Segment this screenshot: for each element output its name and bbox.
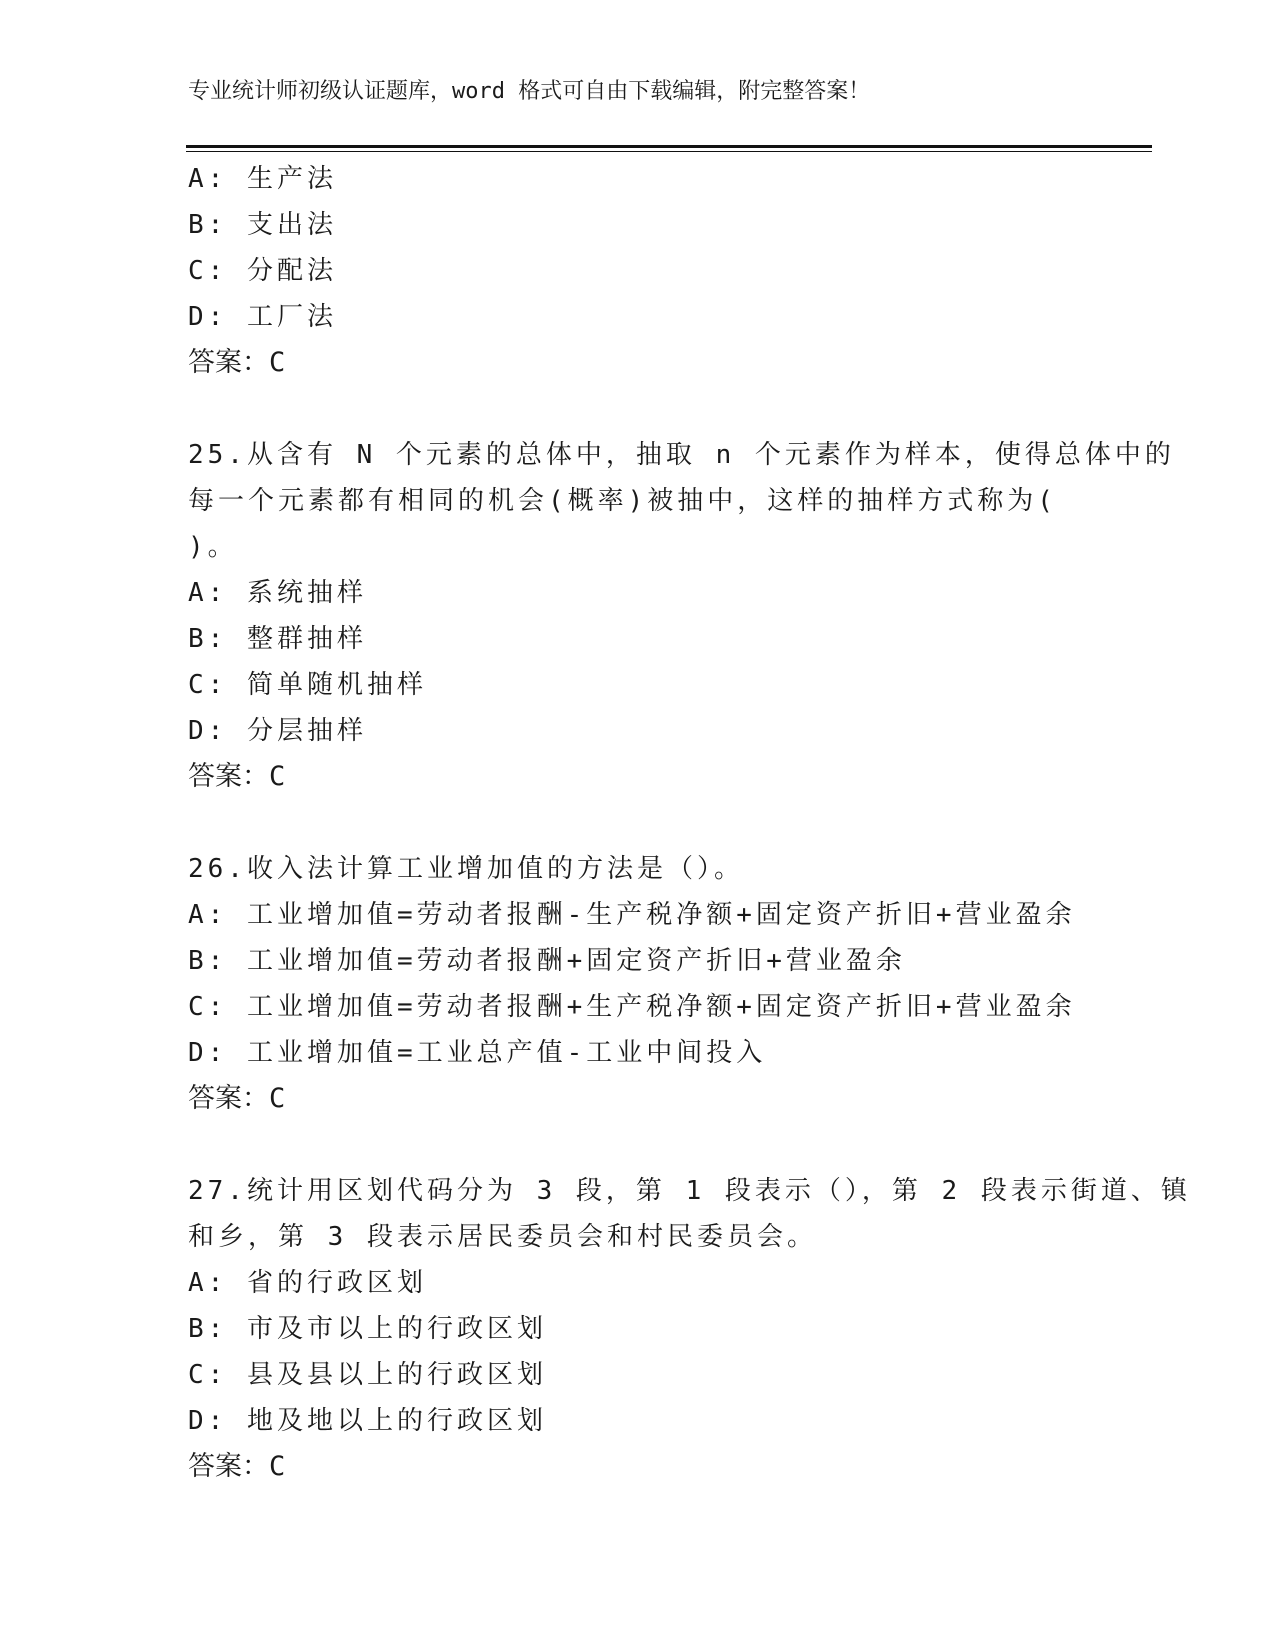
option-d: D: 工厂法 — [188, 302, 337, 332]
option-c: C: 简单随机抽样 — [188, 670, 427, 700]
question-25 — [188, 432, 1175, 800]
header-rule-thick — [186, 145, 1152, 148]
question-text: )。 — [188, 532, 238, 562]
option-d: D: 分层抽样 — [188, 716, 367, 746]
question-26 — [188, 846, 1088, 1122]
option-c: C: 分配法 — [188, 256, 337, 286]
option-b: B: 工业增加值=劳动者报酬+固定资产折旧+营业盈余 — [188, 946, 906, 976]
option-a: A: 省的行政区划 — [188, 1268, 427, 1298]
prev-question — [188, 156, 1088, 386]
question-content — [188, 156, 1191, 1490]
option-b: B: 支出法 — [188, 210, 337, 240]
option-c: C: 工业增加值=劳动者报酬+生产税净额+固定资产折旧+营业盈余 — [188, 992, 1076, 1022]
option-a: A: 工业增加值=劳动者报酬-生产税净额+固定资产折旧+营业盈余 — [188, 900, 1076, 930]
question-text: 和乡，第 3 段表示居民委员会和村民委员会。 — [188, 1222, 817, 1252]
page-header: 专业统计师初级认证题库，word 格式可自由下载编辑，附完整答案！ — [188, 79, 871, 104]
question-27 — [188, 1168, 1191, 1490]
option-a: A: 系统抽样 — [188, 578, 367, 608]
answer: 答案：C — [188, 347, 286, 378]
question-text: 25.从含有 N 个元素的总体中，抽取 n 个元素作为样本，使得总体中的 — [188, 440, 1175, 470]
question-text: 26.收入法计算工业增加值的方法是（）。 — [188, 854, 744, 884]
option-a: A: 生产法 — [188, 164, 337, 194]
question-text: 每一个元素都有相同的机会(概率)被抽中，这样的抽样方式称为( — [188, 486, 1057, 516]
question-text: 27.统计用区划代码分为 3 段，第 1 段表示（），第 2 段表示街道、镇 — [188, 1176, 1191, 1206]
answer: 答案：C — [188, 1083, 286, 1114]
answer: 答案：C — [188, 1451, 286, 1482]
option-c: C: 县及县以上的行政区划 — [188, 1360, 547, 1390]
option-b: B: 市及市以上的行政区划 — [188, 1314, 547, 1344]
header-rule-thin — [186, 151, 1152, 152]
answer: 答案：C — [188, 761, 286, 792]
option-b: B: 整群抽样 — [188, 624, 367, 654]
option-d: D: 工业增加值=工业总产值-工业中间投入 — [188, 1038, 767, 1068]
option-d: D: 地及地以上的行政区划 — [188, 1406, 547, 1436]
